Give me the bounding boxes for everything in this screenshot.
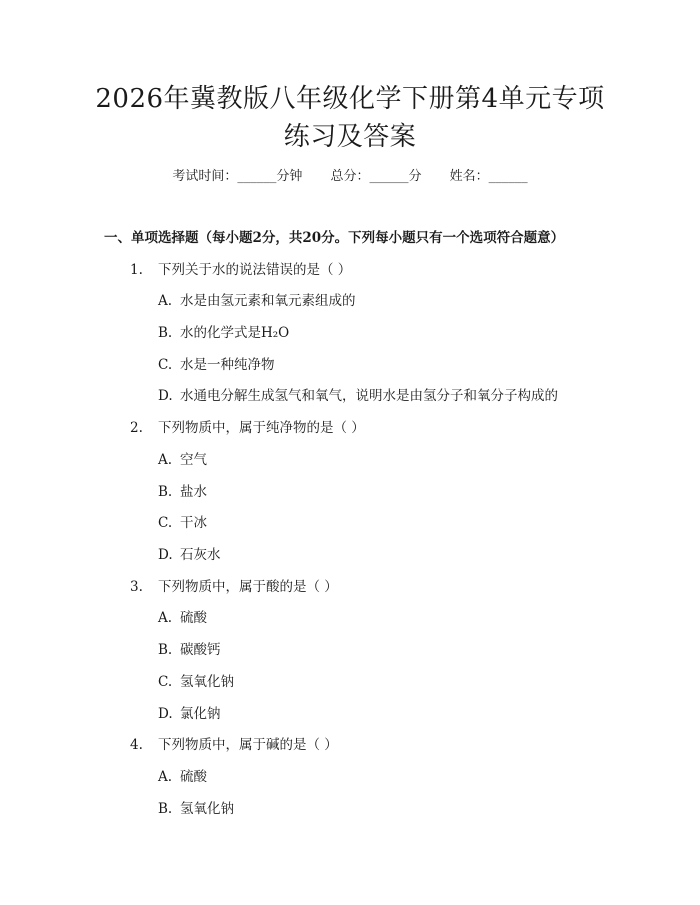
question-4 <box>130 735 338 755</box>
option-2a <box>158 450 207 470</box>
option-label: D. <box>158 547 173 563</box>
option-2d <box>158 545 221 565</box>
option-1a <box>158 291 356 311</box>
option-1b <box>158 323 289 343</box>
question-text: 下列物质中，属于酸的是（ ） <box>158 579 338 595</box>
option-2b <box>158 482 207 502</box>
option-label: B. <box>158 642 173 658</box>
option-1c <box>158 355 275 375</box>
option-label: C. <box>158 674 173 690</box>
option-4a <box>158 767 207 787</box>
option-text: 氢氧化钠 <box>180 674 234 690</box>
option-text: 空气 <box>180 452 207 468</box>
option-4b <box>158 799 234 819</box>
option-text: 水的化学式是H₂O <box>180 325 290 341</box>
question-number: 3. <box>130 579 143 595</box>
option-text: 硫酸 <box>180 769 207 785</box>
option-label: B. <box>158 484 173 500</box>
question-number: 2. <box>130 420 143 436</box>
option-text: 氢氧化钠 <box>180 801 234 817</box>
option-3a <box>158 608 207 628</box>
exam-meta-row <box>0 167 700 187</box>
document-title-line-2: 练习及答案 <box>283 122 417 152</box>
option-text: 碳酸钙 <box>180 642 221 658</box>
option-text: 水通电分解生成氢气和氧气，说明水是由氢分子和氧分子构成的 <box>180 388 558 404</box>
option-text: 硫酸 <box>180 610 207 626</box>
option-text: 氯化钠 <box>180 706 221 722</box>
option-text: 盐水 <box>180 484 207 500</box>
student-name-field: 姓名：______ <box>449 169 528 184</box>
option-label: B. <box>158 801 173 817</box>
option-label: A. <box>158 769 173 785</box>
option-3d <box>158 704 221 724</box>
option-label: D. <box>158 706 173 722</box>
option-text: 水是由氢元素和氧元素组成的 <box>180 293 356 309</box>
option-text: 水是一种纯净物 <box>180 357 275 373</box>
question-1 <box>130 260 351 280</box>
option-label: A. <box>158 452 173 468</box>
option-label: B. <box>158 325 173 341</box>
question-text: 下列关于水的说法错误的是（ ） <box>158 262 352 278</box>
option-label: A. <box>158 610 173 626</box>
option-2c <box>158 513 207 533</box>
option-text: 干冰 <box>180 515 207 531</box>
section-heading: 一、单项选择题（每小题2分，共20分。下列每小题只有一个选项符合题意） <box>104 230 565 246</box>
option-label: C. <box>158 515 173 531</box>
option-1d <box>158 386 558 406</box>
question-number: 1. <box>130 262 143 278</box>
document-title-line-1: 2026年冀教版八年级化学下册第4单元专项 <box>95 84 605 114</box>
question-number: 4. <box>130 737 143 753</box>
question-text: 下列物质中，属于纯净物的是（ ） <box>158 420 365 436</box>
option-3c <box>158 672 234 692</box>
exam-time-field: 考试时间：______分钟 <box>172 169 303 184</box>
option-label: C. <box>158 357 173 373</box>
question-text: 下列物质中，属于碱的是（ ） <box>158 737 338 753</box>
exam-score-field: 总分：______分 <box>330 169 422 184</box>
option-text: 石灰水 <box>180 547 221 563</box>
question-2 <box>130 418 365 438</box>
question-3 <box>130 577 338 597</box>
option-label: D. <box>158 388 173 404</box>
option-label: A. <box>158 293 173 309</box>
option-3b <box>158 640 221 660</box>
